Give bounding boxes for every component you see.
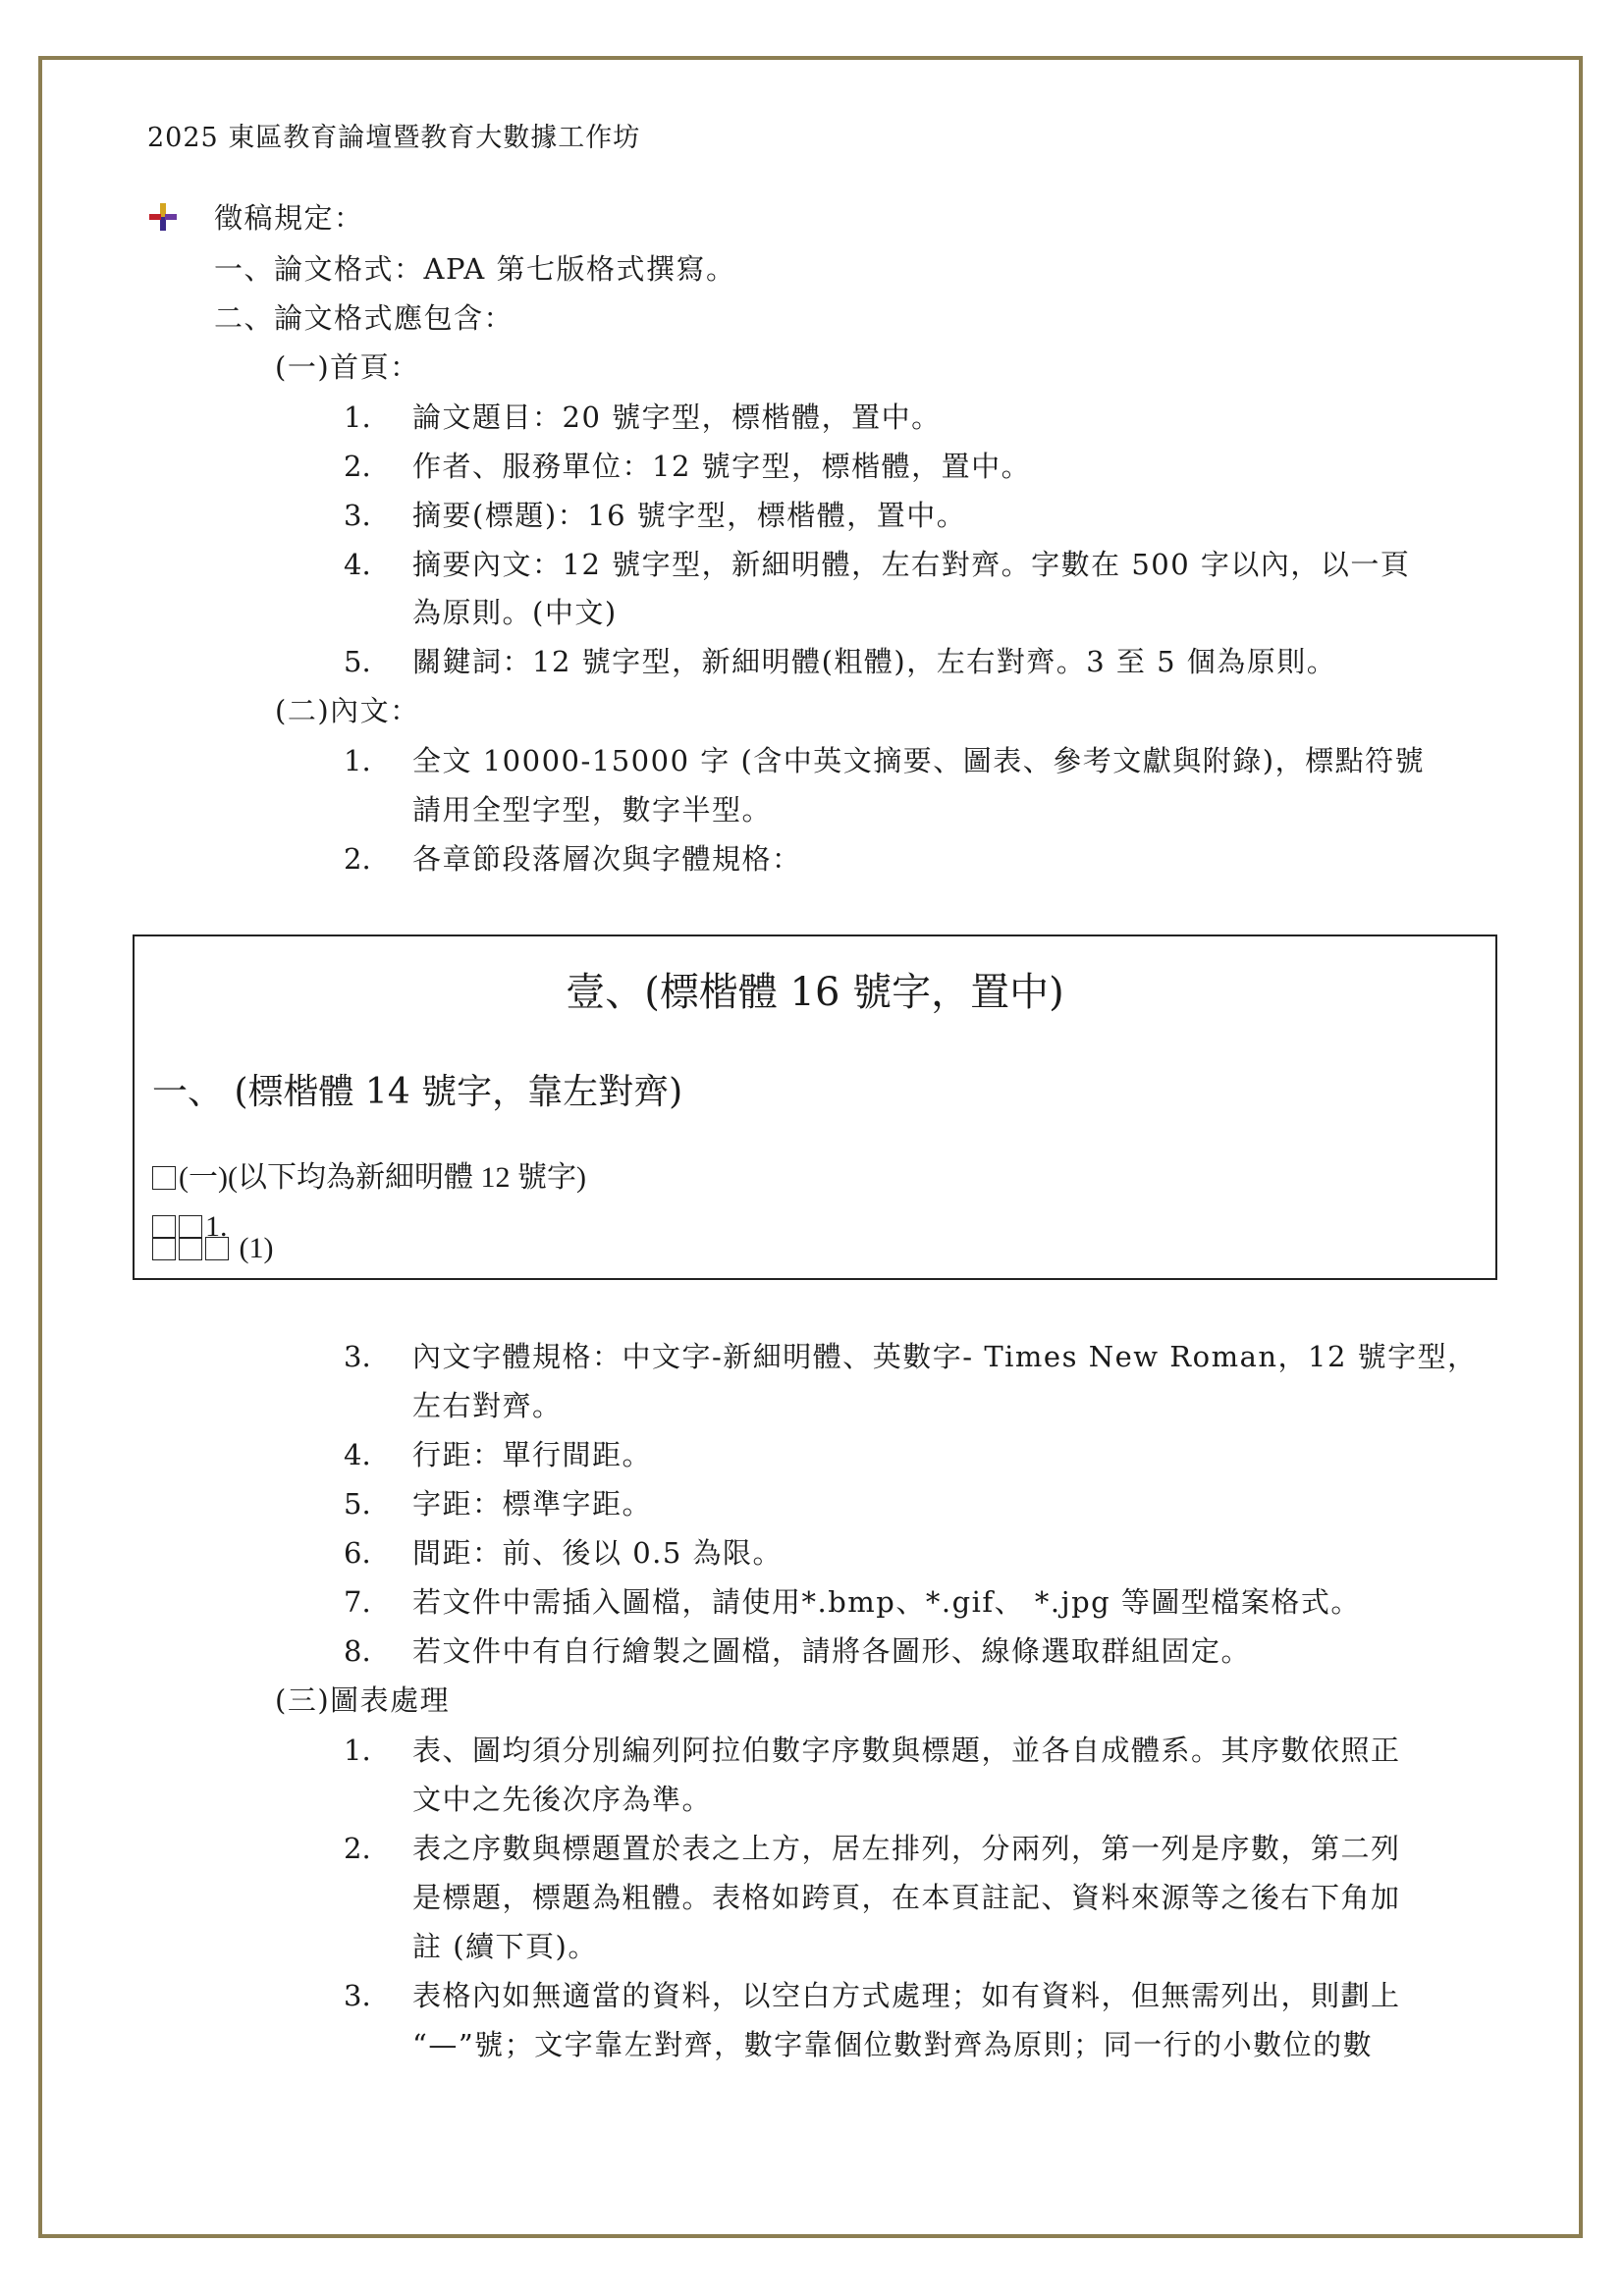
list-item-continued: 左右對齊。 [412, 1389, 563, 1422]
section-1: 一、論文格式：APA 第七版格式撰寫。 [214, 252, 736, 286]
list-item: 各章節段落層次與字體規格： [412, 842, 802, 876]
list-item: 關鍵詞：12 號字型，新細明體(粗體)，左右對齊。3 至 5 個為原則。 [412, 645, 1337, 678]
square-indent-icon [152, 1237, 176, 1260]
list-item: 內文字體規格：中文字-新細明體、英數字- Times New Roman，12 號字型， [412, 1340, 1478, 1373]
list-number: 3. [344, 1340, 371, 1373]
list-item-continued: 是標題，標題為粗體。表格如跨頁，在本頁註記、資料來源等之後右下角加 [412, 1881, 1401, 1914]
square-indent-icon [152, 1166, 176, 1190]
list-item: 字距：標準字距。 [412, 1487, 653, 1521]
list-number: 4. [344, 548, 371, 581]
list-item: 摘要內文：12 號字型，新細明體，左右對齊。字數在 500 字以內，以一頁 [412, 548, 1411, 581]
square-indent-icon [205, 1237, 229, 1260]
section-title: 徵稿規定： [214, 201, 364, 235]
heading-style-box [133, 934, 1497, 1280]
list-number: 8. [344, 1634, 371, 1668]
list-number: 1. [344, 1734, 371, 1767]
list-number: 5. [344, 645, 371, 678]
box-line-3 [152, 1229, 273, 1268]
list-number: 7. [344, 1585, 371, 1619]
four-point-star-bullet-icon [147, 201, 179, 233]
list-number: 1. [344, 744, 371, 777]
list-number: 3. [344, 1979, 371, 2012]
subsection-1: (一)首頁： [275, 350, 420, 384]
list-item: 全文 10000-15000 字 (含中英文摘要、圖表、參考文獻與附錄)，標點符號 [412, 744, 1426, 777]
list-number: 2. [344, 1832, 371, 1865]
box-title: 壹、(標楷體 16 號字，置中) [566, 970, 1064, 1015]
list-item: 摘要(標題)：16 號字型，標楷體，置中。 [412, 499, 967, 532]
list-item: 行距：單行間距。 [412, 1438, 653, 1471]
list-item: 作者、服務單位：12 號字型，標楷體，置中。 [412, 450, 1032, 483]
box-line-2-text: 1. [205, 1210, 228, 1243]
list-number: 4. [344, 1438, 371, 1471]
list-item: 若文件中需插入圖檔，請使用*.bmp、*.gif、 *.jpg 等圖型檔案格式。 [412, 1585, 1361, 1619]
box-line-1-text: (一)(以下均為新細明體 12 號字) [179, 1161, 586, 1194]
list-item: 表之序數與標題置於表之上方，居左排列，分兩列，第一列是序數，第二列 [412, 1832, 1401, 1865]
list-number: 3. [344, 499, 371, 532]
list-number: 2. [344, 842, 371, 876]
subsection-3: (三)圖表處理 [275, 1683, 451, 1717]
list-item-continued: 文中之先後次序為準。 [412, 1783, 713, 1816]
list-number: 1. [344, 400, 371, 434]
list-item-continued: 請用全型字型，數字半型。 [412, 793, 773, 827]
box-line-3-text: (1) [232, 1232, 274, 1264]
list-item: 間距：前、後以 0.5 為限。 [412, 1536, 784, 1570]
list-item: 表格內如無適當的資料，以空白方式處理；如有資料，但無需列出，則劃上 [412, 1979, 1401, 2012]
box-heading-2: 一、 (標楷體 14 號字，靠左對齊) [152, 1072, 683, 1112]
list-number: 6. [344, 1536, 371, 1570]
box-line-1 [152, 1158, 586, 1198]
list-item-continued: “—”號；文字靠左對齊，數字靠個位數對齊為原則；同一行的小數位的數 [412, 2028, 1374, 2061]
list-item: 論文題目：20 號字型，標楷體，置中。 [412, 400, 942, 434]
list-item-continued: 註 (續下頁)。 [412, 1930, 598, 1963]
square-indent-icon [179, 1237, 202, 1260]
list-number: 2. [344, 450, 371, 483]
list-item: 若文件中有自行繪製之圖檔，請將各圖形、線條選取群組固定。 [412, 1634, 1252, 1668]
list-number: 5. [344, 1487, 371, 1521]
list-item: 表、圖均須分別編列阿拉伯數字序數與標題，並各自成體系。其序數依照正 [412, 1734, 1401, 1767]
page-header: 2025 東區教育論壇暨教育大數據工作坊 [147, 123, 641, 153]
section-2: 二、論文格式應包含： [214, 301, 514, 335]
list-item-continued: 為原則。(中文) [412, 596, 618, 629]
subsection-2: (二)內文： [275, 694, 420, 727]
